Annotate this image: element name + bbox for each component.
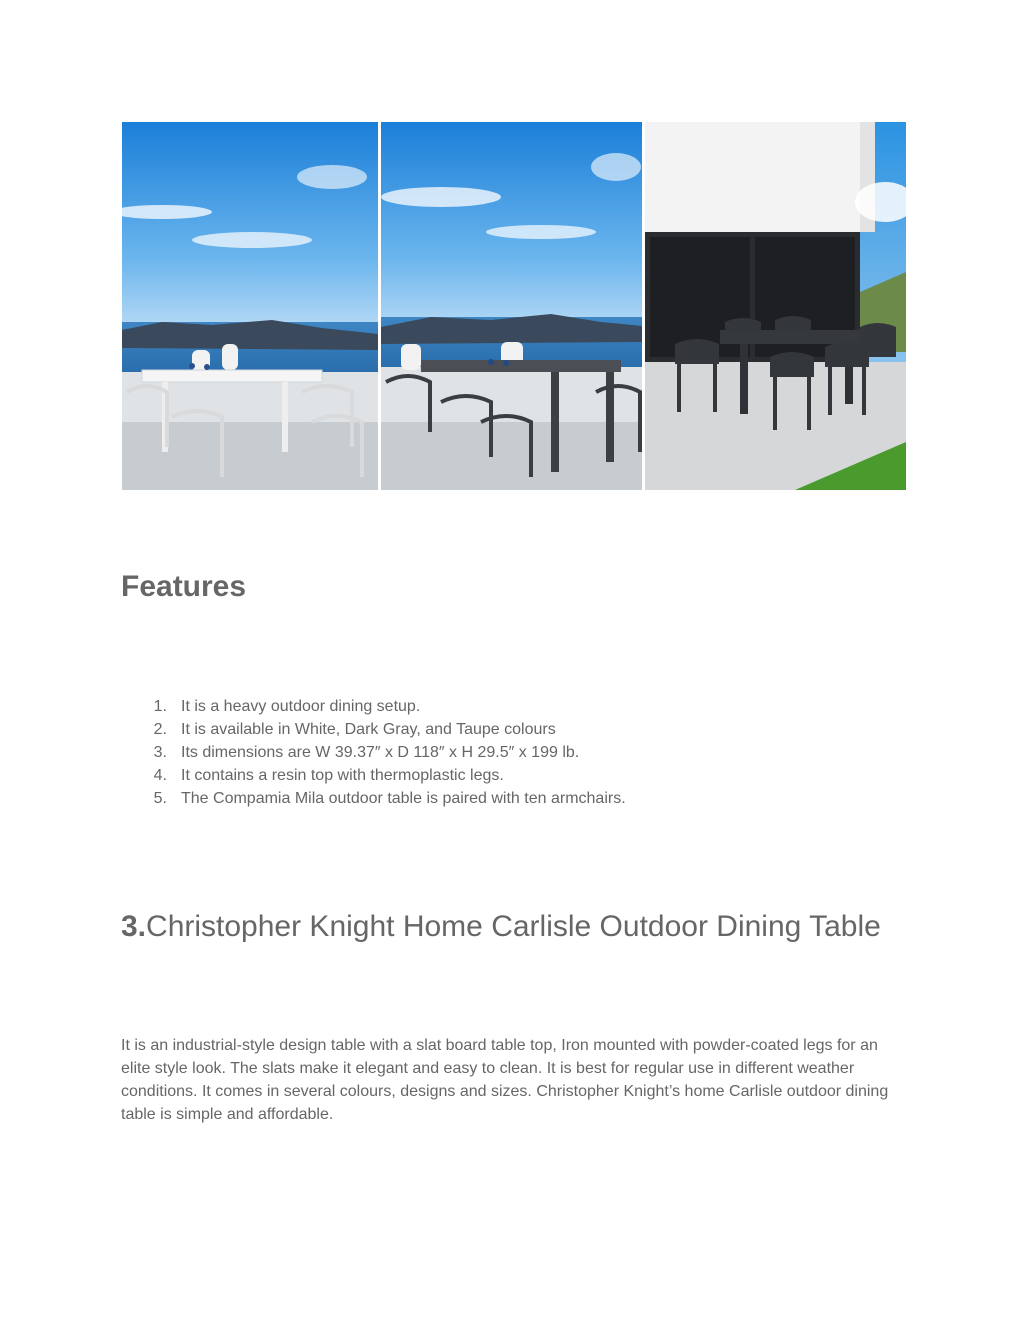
photo-white-dining-set bbox=[122, 122, 378, 490]
features-list bbox=[121, 695, 626, 810]
list-item-text: The Compamia Mila outdoor table is paired with ten armchairs. bbox=[181, 790, 626, 807]
list-item-number: 2. bbox=[153, 721, 167, 738]
list-item bbox=[121, 741, 626, 764]
section-title: Christopher Knight Home Carlisle Outdoor Dining Table bbox=[146, 910, 881, 943]
list-item bbox=[121, 764, 626, 787]
list-item-text: Its dimensions are W 39.37″ x D 118″ x H 29.5″ x 199 lb. bbox=[181, 744, 580, 761]
list-item-text: It is available in White, Dark Gray, and Taupe colours bbox=[181, 721, 556, 738]
photo-dark-gray-dining-set bbox=[381, 122, 642, 490]
section-paragraph: It is an industrial-style design table with a slat board table top, Iron mounted with powder-coated legs for an elite style look. The slats make it elegant and easy to clean. It is best for regular use in different weather conditions. It comes in several colours, designs and sizes. Christopher Knight’s home Carlisle outdoor dining table is simple and affordable. bbox=[121, 1037, 889, 1123]
section-number: 3. bbox=[121, 910, 147, 943]
features-heading: Features bbox=[121, 570, 247, 603]
list-item-text: It is a heavy outdoor dining setup. bbox=[181, 698, 421, 715]
list-item-text: It contains a resin top with thermoplastic legs. bbox=[181, 767, 504, 784]
list-item-number: 3. bbox=[153, 744, 167, 761]
section-heading bbox=[121, 910, 881, 944]
photo-patio-dining-set bbox=[645, 122, 906, 490]
list-item-number: 5. bbox=[153, 790, 167, 807]
hero-image-collage bbox=[122, 122, 906, 490]
list-item-number: 1. bbox=[153, 698, 167, 715]
list-item bbox=[121, 787, 626, 810]
list-item bbox=[121, 718, 626, 741]
list-item-number: 4. bbox=[153, 767, 167, 784]
list-item bbox=[121, 695, 626, 718]
